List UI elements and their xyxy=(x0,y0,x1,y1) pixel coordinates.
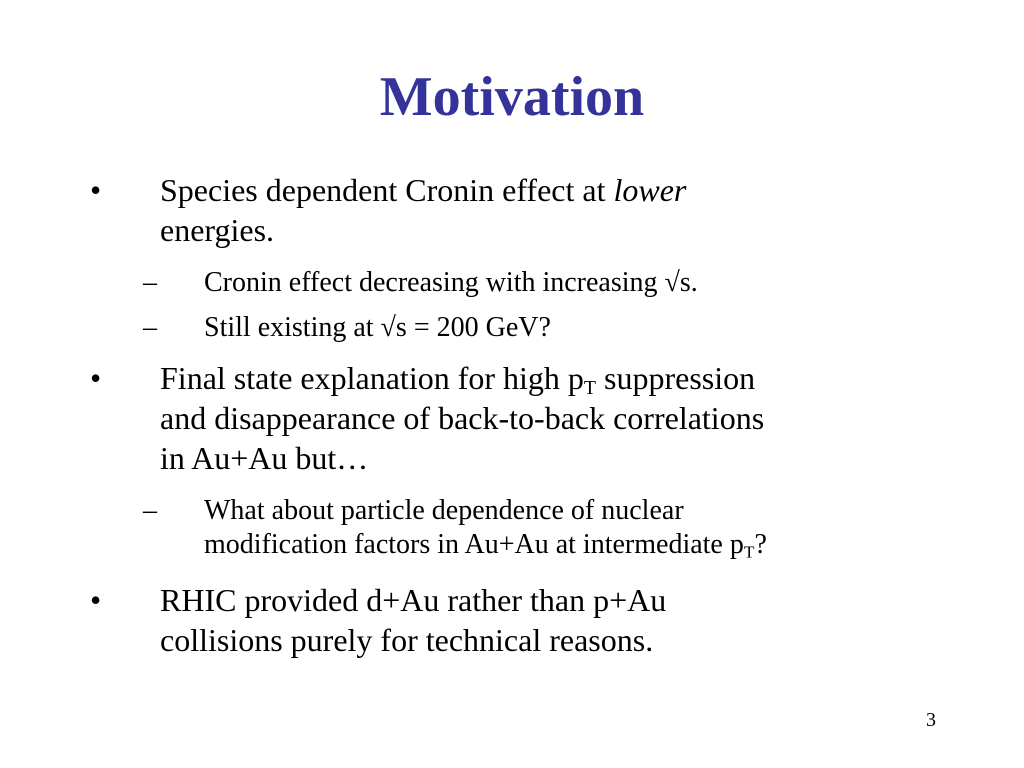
bullet-text-part: suppression xyxy=(596,360,756,396)
subscript: T xyxy=(743,542,755,562)
sub-bullet-text: Cronin effect decreasing with increasing √s. xyxy=(204,267,698,298)
page-number: 3 xyxy=(926,709,936,731)
bullet-text-part: energies. xyxy=(160,212,275,248)
bullet-text-part: and disappearance of back-to-back correlations xyxy=(160,400,765,436)
sub-bullet-text: Still existing at √s = 200 GeV? xyxy=(204,312,551,343)
sub-bullet-text-part: ? xyxy=(754,529,767,560)
bullet-text-part: collisions purely for technical reasons. xyxy=(160,622,654,658)
bullet-text-part: RHIC provided d+Au rather than p+Au xyxy=(160,582,667,618)
sub-bullet-text-part: What about particle dependence of nuclear xyxy=(204,495,684,526)
bullet-marker: • xyxy=(90,582,102,618)
bullet-text xyxy=(160,580,940,660)
sub-bullet-marker: – xyxy=(143,267,157,298)
emphasis-text: lower xyxy=(613,172,687,208)
bullet-text-part: in Au+Au but… xyxy=(160,440,369,476)
sub-bullet-text-part: modification factors in Au+Au at intermediate p xyxy=(204,529,744,560)
bullet-text xyxy=(160,170,940,250)
bullet-marker: • xyxy=(90,172,102,208)
subscript: T xyxy=(583,376,597,399)
sub-bullet-marker: – xyxy=(143,495,157,526)
sub-bullet-text xyxy=(204,494,924,562)
bullet-text-part: Final state explanation for high p xyxy=(160,360,584,396)
slide-title: Motivation xyxy=(379,66,645,128)
sub-bullet-marker: – xyxy=(143,312,157,343)
bullet-marker: • xyxy=(90,360,102,396)
bullet-text xyxy=(160,358,940,478)
bullet-text-part: Species dependent Cronin effect at xyxy=(160,172,614,208)
